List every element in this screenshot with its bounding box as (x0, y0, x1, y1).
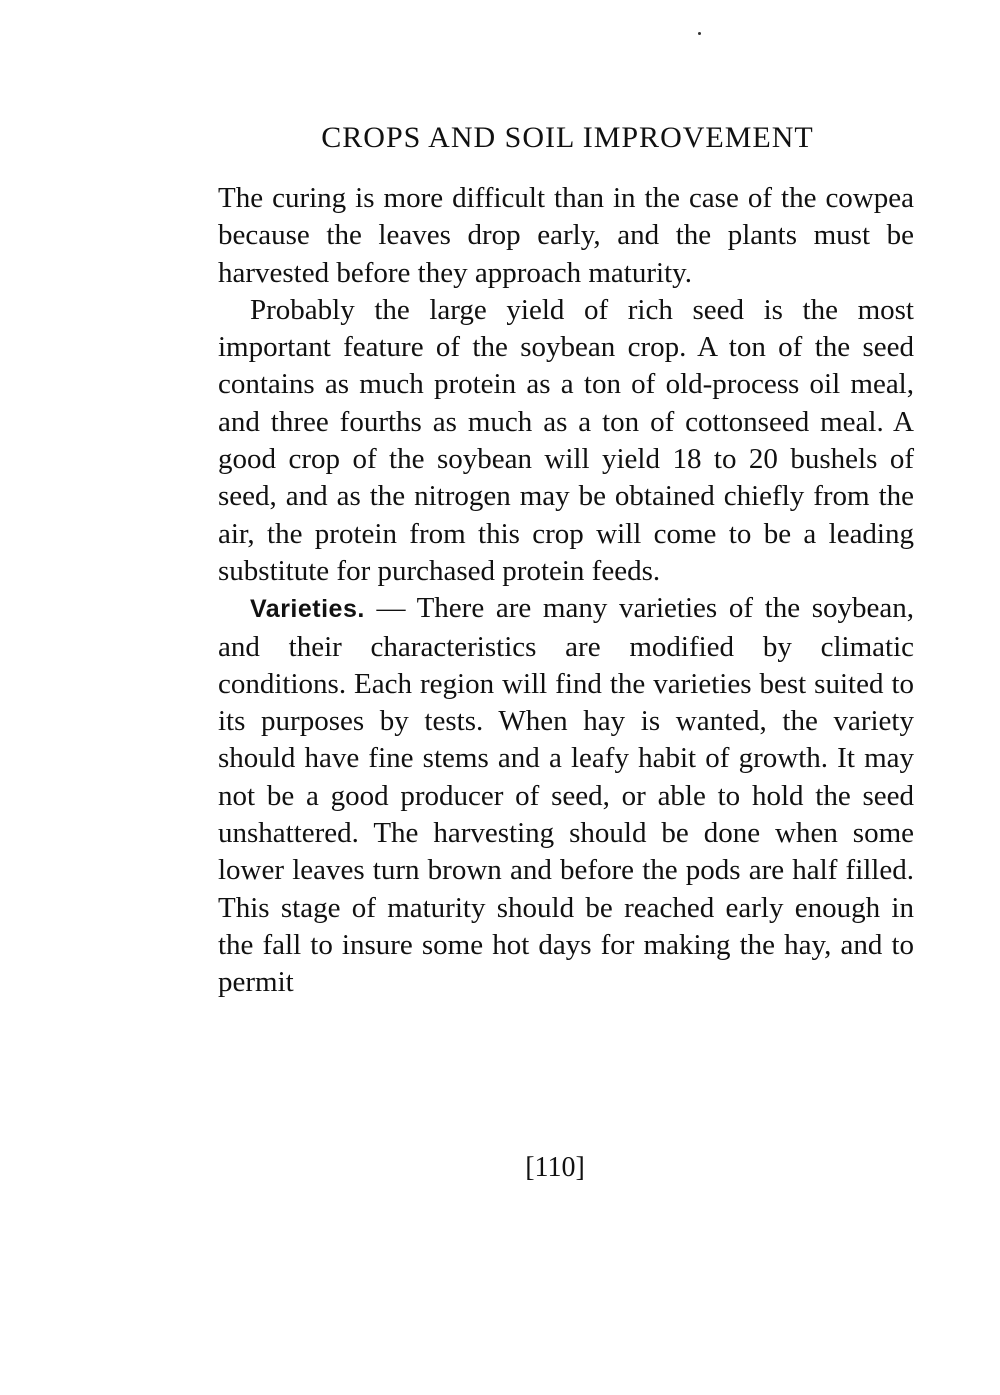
paragraph-curing: The curing is more difficult than in the case of the cowpea because the leaves drop early, and the plants must be harvested before they approach maturity. (218, 182, 914, 289)
paragraph-varieties (218, 590, 914, 1001)
body-text (218, 180, 914, 1002)
varieties-heading: Varieties. (250, 595, 365, 624)
page-number: [110] (525, 1152, 585, 1183)
running-head: CROPS AND SOIL IMPROVEMENT (321, 121, 814, 154)
ink-speck (698, 32, 701, 35)
varieties-text: — There are many varieties of the soybean, and their characteristics are modified by climatic conditions. Each region will find the varieties best suited to its purposes by tests. When hay is wanted, the variety should have fine stems and a leafy habit of growth. It may not be a good producer of seed, or able to hold the seed unshattered. The harvesting should be done when some lower leaves turn brown and before the pods are half filled. This stage of maturity should be reached early enough in the fall to insure some hot days for making the hay, and to permit (218, 592, 914, 999)
paragraph-seed-yield: Probably the large yield of rich seed is the most important feature of the soybean crop. A ton of the seed contains as much protein as a ton of old-process oil meal, and three fourths as much as a ton of cottonseed meal. A good crop of the soybean will yield 18 to 20 bushels of seed, and as the nitrogen may be obtained chiefly from the air, the protein from this crop will come to be a leading substitute for purchased protein feeds. (218, 293, 914, 587)
